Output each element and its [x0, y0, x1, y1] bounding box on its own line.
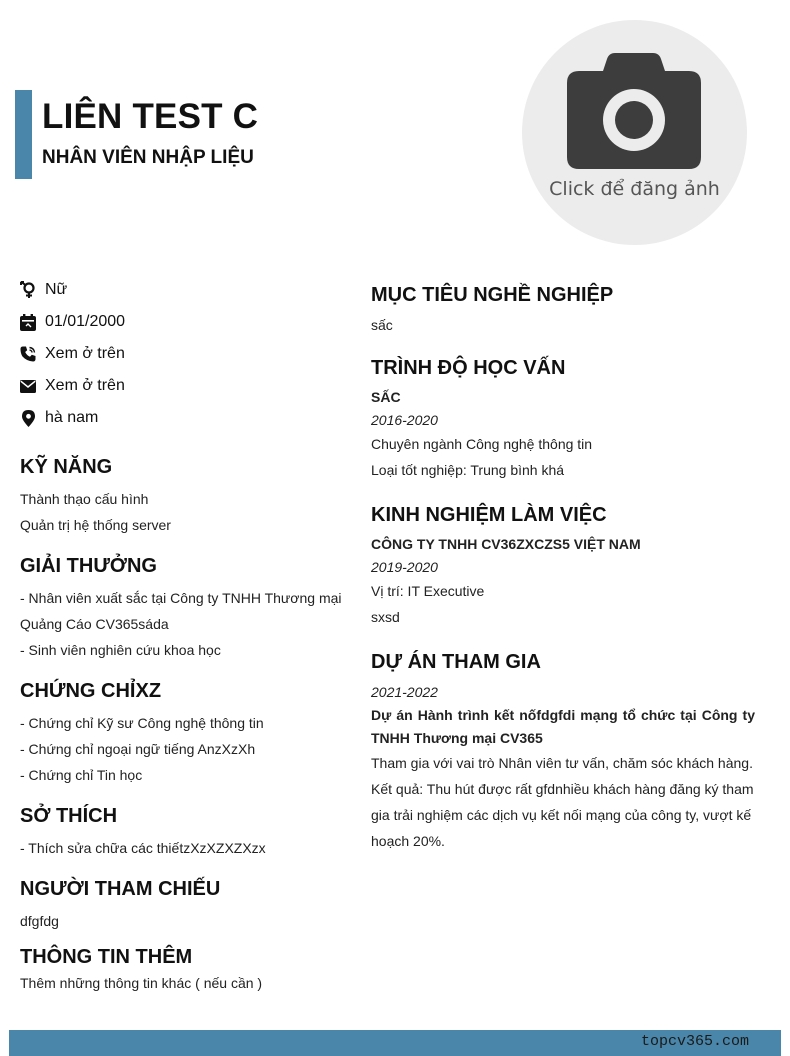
education-school: SẤC [371, 389, 401, 405]
birthday-value: 01/01/2000 [45, 313, 126, 330]
objective-text[interactable]: sấc [371, 317, 393, 333]
certificate-item: - Chứng chỉ Tin học [20, 767, 143, 783]
experience-role: Vị trí: IT Executive [371, 583, 485, 599]
info-address[interactable] [19, 408, 98, 428]
avatar-upload[interactable] [522, 20, 747, 245]
certificate-item: - Chứng chỉ Kỹ sư Công nghệ thông tin [20, 715, 264, 731]
project-detail-line: Tham gia với vai trò Nhân viên tư vấn, chăm sóc khách hàng. [371, 755, 753, 771]
info-birthday[interactable] [19, 312, 125, 332]
info-gender[interactable] [19, 280, 67, 300]
email-value: Xem ở trên [45, 377, 125, 394]
experience-block[interactable] [371, 532, 755, 630]
project-name-line: Dự án Hành trình kết nốfdgfdi mạng tổ chức tại Công ty [371, 707, 755, 723]
hobby-item: - Thích sửa chữa các thiếtzXzXZXZXzx [20, 840, 266, 856]
education-period: 2016-2020 [371, 412, 438, 428]
phone-icon [19, 345, 37, 363]
additional-info-text[interactable]: Thêm những thông tin khác ( nếu cần ) [20, 975, 263, 991]
camera-icon [567, 53, 701, 171]
avatar-upload-label: Click để đăng ảnh [549, 178, 720, 200]
gender-value: Nữ [45, 281, 68, 298]
education-grade: Loại tốt nghiệp: Trung bình khá [371, 462, 565, 478]
project-detail-line: gia trải nghiệm các dịch vụ kết nối mạng của công ty, vượt kế [371, 807, 752, 823]
skill-item: Quản trị hệ thống server [20, 517, 171, 533]
education-block[interactable] [371, 385, 755, 483]
experience-heading[interactable]: KINH NGHIỆM LÀM VIỆC [371, 504, 607, 526]
award-item: - Sinh viên nghiên cứu khoa học [20, 642, 221, 658]
footer-bar [9, 1030, 781, 1056]
project-period: 2021-2022 [371, 684, 438, 700]
education-major: Chuyên ngành Công nghệ thông tin [371, 436, 593, 452]
references-heading[interactable]: NGƯỜI THAM CHIẾU [20, 878, 221, 900]
certificate-item: - Chứng chỉ ngoại ngữ tiếng AnzXzXh [20, 741, 256, 757]
project-detail-line: Kết quả: Thu hút được rất gfdnhiều khách hàng đăng ký tham [371, 781, 754, 797]
envelope-icon [19, 377, 37, 395]
calendar-icon [19, 313, 37, 331]
additional-info-heading[interactable]: THÔNG TIN THÊM [20, 946, 193, 968]
experience-company: CÔNG TY TNHH CV36ZXCZS5 VIỆT NAM [371, 536, 641, 552]
address-value: hà nam [45, 409, 99, 426]
candidate-position[interactable]: NHÂN VIÊN NHẬP LIỆU [42, 147, 254, 168]
project-detail-line: hoạch 20%. [371, 833, 445, 849]
skill-item: Thành thạo cấu hình [20, 491, 149, 507]
hobbies-heading[interactable]: SỞ THÍCH [20, 805, 118, 827]
skills-list[interactable] [20, 486, 350, 538]
experience-description: sxsd [371, 609, 400, 625]
references-text[interactable]: dfgfdg [20, 913, 59, 929]
projects-heading[interactable]: DỰ ÁN THAM GIA [371, 651, 541, 673]
certificates-list[interactable] [20, 710, 350, 788]
awards-heading[interactable]: GIẢI THƯỞNG [20, 555, 157, 577]
education-heading[interactable]: TRÌNH ĐỘ HỌC VẤN [371, 357, 566, 379]
skills-heading[interactable]: KỸ NĂNG [20, 456, 113, 478]
gender-icon [19, 281, 37, 299]
phone-value: Xem ở trên [45, 345, 125, 362]
certificates-heading[interactable]: CHỨNG CHỈXZ [20, 680, 162, 702]
name-accent-bar [15, 90, 32, 179]
projects-block[interactable] [371, 680, 755, 854]
hobbies-list[interactable] [20, 835, 350, 861]
award-item: Quảng Cáo CV365sáda [20, 616, 169, 632]
award-item: - Nhân viên xuất sắc tại Công ty TNHH Thương mại [20, 590, 342, 606]
info-email[interactable] [19, 376, 125, 396]
footer-brand[interactable]: topcv365.com [640, 1033, 749, 1050]
awards-list[interactable] [20, 585, 350, 663]
project-name-line: TNHH Thương mại CV365 [371, 730, 543, 746]
info-phone[interactable] [19, 344, 125, 364]
map-pin-icon [19, 409, 37, 427]
objective-heading[interactable]: MỤC TIÊU NGHỀ NGHIỆP [371, 284, 614, 306]
candidate-name[interactable]: LIÊN TEST C [42, 97, 259, 136]
experience-period: 2019-2020 [371, 559, 438, 575]
